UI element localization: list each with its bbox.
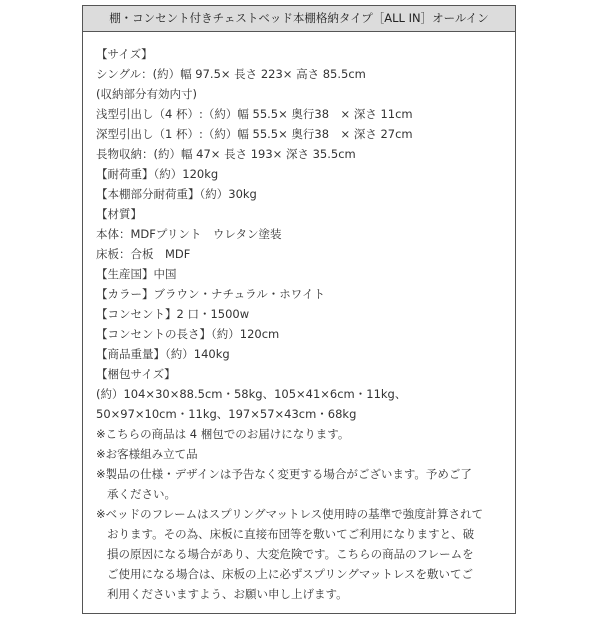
spec-line: 浅型引出し（4 杯）:（約）幅 55.5× 奥行38 × 深さ 11cm xyxy=(96,107,413,121)
spec-body xyxy=(83,32,515,604)
spec-line: 【生産国】中国 xyxy=(96,267,177,281)
spec-line: 【耐荷重】（約）120kg xyxy=(96,167,219,181)
spec-line: 【コンセントの長さ】（約）120cm xyxy=(96,327,280,341)
spec-line: 【梱包サイズ】 xyxy=(96,367,176,381)
spec-frame xyxy=(82,5,516,614)
spec-line: 深型引出し（1 杯）:（約）幅 55.5× 奥行38 × 深さ 27cm xyxy=(96,127,413,141)
spec-line: 【サイズ】 xyxy=(96,47,153,61)
note-line: 利用くださいますよう、お願い申し上げます。 xyxy=(107,587,348,601)
spec-line: 50×97×10cm・11kg、197×57×43cm・68kg xyxy=(96,407,357,421)
note-line: 承ください。 xyxy=(107,487,176,501)
spec-line: 長物収納：(約）幅 47× 長さ 193× 深さ 35.5cm xyxy=(96,147,356,161)
frame-note xyxy=(96,504,505,604)
spec-line: 【カラー】ブラウン・ナチュラル・ホワイト xyxy=(96,287,325,301)
spec-line: 【商品重量】（約）140kg xyxy=(96,347,230,361)
spec-line: ※お客様組み立て品 xyxy=(96,447,198,461)
spec-line: ※こちらの商品は 4 梱包でのお届けになります。 xyxy=(96,427,350,441)
spec-line: シングル：(約）幅 97.5× 長さ 223× 高さ 85.5cm xyxy=(96,67,366,81)
note-line: ご使用になる場合は、床板の上に必ずスプリングマットレスを敷いてご xyxy=(107,567,474,581)
note-line: おります。その為、床板に直接布団等を敷いてご利用になりますと、破 xyxy=(107,527,475,541)
spec-line: 【本棚部分耐荷重】（約）30kg xyxy=(96,187,257,201)
note-line: ※ベッドのフレームはスプリングマットレス使用時の基準で強度計算されて xyxy=(96,507,484,521)
spec-line: 【材質】 xyxy=(96,207,142,221)
note-line: ※製品の仕様・デザインは予告なく変更する場合がございます。予めご了 xyxy=(96,467,472,481)
spec-line: 本体：MDFプリント ウレタン塗装 xyxy=(96,227,282,241)
spec-note xyxy=(96,464,505,504)
spec-line: (収納部分有効内寸) xyxy=(96,87,197,101)
spec-line: (約）104×30×88.5cm・58kg、105×41×6cm・11kg、 xyxy=(96,387,407,401)
note-line: 損の原因になる場合があり、大変危険です。こちらの商品のフレームを xyxy=(107,547,474,561)
product-title: 棚・コンセント付きチェストベッド本棚格納タイプ［ALL IN］オールイン xyxy=(83,6,515,32)
spec-line: 【コンセント】2 口・1500w xyxy=(96,307,250,321)
spec-line: 床板：合板 MDF xyxy=(96,247,191,261)
